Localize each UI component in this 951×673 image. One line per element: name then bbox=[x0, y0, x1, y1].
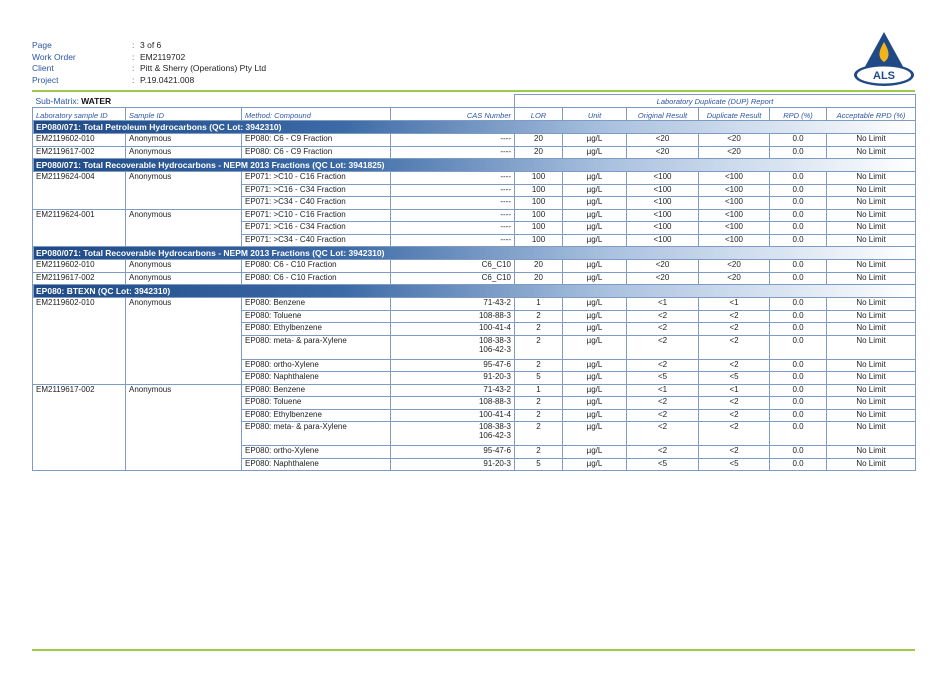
col-acceptable-rpd: Acceptable RPD (%) bbox=[827, 108, 916, 121]
acceptable-rpd: No Limit bbox=[827, 260, 916, 273]
rpd: 0.0 bbox=[770, 234, 827, 247]
duplicate-result: <2 bbox=[699, 359, 770, 372]
lor: 2 bbox=[515, 409, 563, 422]
method-compound: EP080: C6 - C9 Fraction bbox=[242, 146, 391, 159]
original-result: <20 bbox=[627, 134, 699, 147]
rpd: 0.0 bbox=[770, 197, 827, 210]
acceptable-rpd: No Limit bbox=[827, 146, 916, 159]
lor: 20 bbox=[515, 272, 563, 285]
rpd: 0.0 bbox=[770, 184, 827, 197]
col-method-compound: Method: Compound bbox=[242, 108, 391, 121]
original-result: <100 bbox=[627, 234, 699, 247]
method-compound: EP071: >C34 - C40 Fraction bbox=[242, 197, 391, 210]
lab-sample-id: EM2119617-002 bbox=[33, 146, 126, 159]
col-rpd: RPD (%) bbox=[770, 108, 827, 121]
acceptable-rpd: No Limit bbox=[827, 272, 916, 285]
cas-number: C6_C10 bbox=[391, 272, 515, 285]
cas-number: 95-47-6 bbox=[391, 446, 515, 459]
method-compound: EP071: >C10 - C16 Fraction bbox=[242, 172, 391, 185]
acceptable-rpd: No Limit bbox=[827, 310, 916, 323]
lab-sample-id: EM2119602-010 bbox=[33, 134, 126, 147]
cas-number: 108-38-3 106-42-3 bbox=[391, 422, 515, 446]
duplicate-result: <1 bbox=[699, 298, 770, 311]
original-result: <1 bbox=[627, 384, 699, 397]
acceptable-rpd: No Limit bbox=[827, 397, 916, 410]
cas-number: 100-41-4 bbox=[391, 409, 515, 422]
lor: 2 bbox=[515, 397, 563, 410]
acceptable-rpd: No Limit bbox=[827, 335, 916, 359]
lab-sample-id: EM2119624-004 bbox=[33, 172, 126, 210]
lor: 5 bbox=[515, 372, 563, 385]
als-logo bbox=[852, 28, 916, 88]
rpd: 0.0 bbox=[770, 323, 827, 336]
method-compound: EP080: C6 - C10 Fraction bbox=[242, 260, 391, 273]
lor: 20 bbox=[515, 260, 563, 273]
duplicate-result: <1 bbox=[699, 384, 770, 397]
unit: µg/L bbox=[563, 397, 627, 410]
lab-sample-id: EM2119617-002 bbox=[33, 272, 126, 285]
method-compound: EP080: Toluene bbox=[242, 397, 391, 410]
rpd: 0.0 bbox=[770, 458, 827, 471]
cas-number: ---- bbox=[391, 197, 515, 210]
unit: µg/L bbox=[563, 298, 627, 311]
original-result: <2 bbox=[627, 335, 699, 359]
lor: 100 bbox=[515, 234, 563, 247]
unit: µg/L bbox=[563, 184, 627, 197]
sample-id: Anonymous bbox=[126, 298, 242, 385]
method-compound: EP080: Naphthalene bbox=[242, 372, 391, 385]
report-header bbox=[32, 40, 266, 86]
col-original-result: Original Result bbox=[627, 108, 699, 121]
method-compound: EP080: C6 - C9 Fraction bbox=[242, 134, 391, 147]
cas-number: 108-38-3 106-42-3 bbox=[391, 335, 515, 359]
table-row bbox=[33, 260, 916, 273]
duplicate-result: <100 bbox=[699, 197, 770, 210]
lor: 100 bbox=[515, 172, 563, 185]
method-compound: EP080: Naphthalene bbox=[242, 458, 391, 471]
rpd: 0.0 bbox=[770, 298, 827, 311]
method-compound: EP071: >C16 - C34 Fraction bbox=[242, 184, 391, 197]
method-compound: EP080: C6 - C10 Fraction bbox=[242, 272, 391, 285]
lor: 100 bbox=[515, 209, 563, 222]
duplicate-result: <2 bbox=[699, 323, 770, 336]
original-result: <2 bbox=[627, 446, 699, 459]
unit: µg/L bbox=[563, 372, 627, 385]
rpd: 0.0 bbox=[770, 372, 827, 385]
rpd: 0.0 bbox=[770, 409, 827, 422]
original-result: <20 bbox=[627, 260, 699, 273]
rpd: 0.0 bbox=[770, 359, 827, 372]
cas-number: ---- bbox=[391, 146, 515, 159]
duplicate-result: <20 bbox=[699, 272, 770, 285]
sample-id: Anonymous bbox=[126, 146, 242, 159]
lor: 2 bbox=[515, 359, 563, 372]
lor: 20 bbox=[515, 146, 563, 159]
rpd: 0.0 bbox=[770, 146, 827, 159]
method-compound: EP080: Ethylbenzene bbox=[242, 409, 391, 422]
rpd: 0.0 bbox=[770, 397, 827, 410]
method-compound: EP080: ortho-Xylene bbox=[242, 359, 391, 372]
table-row bbox=[33, 134, 916, 147]
cas-number: 108-88-3 bbox=[391, 397, 515, 410]
method-compound: EP071: >C34 - C40 Fraction bbox=[242, 234, 391, 247]
duplicate-result: <100 bbox=[699, 209, 770, 222]
original-result: <20 bbox=[627, 272, 699, 285]
acceptable-rpd: No Limit bbox=[827, 409, 916, 422]
unit: µg/L bbox=[563, 209, 627, 222]
footer-divider bbox=[32, 649, 915, 651]
cas-number: C6_C10 bbox=[391, 260, 515, 273]
table-row bbox=[33, 298, 916, 311]
duplicate-result: <2 bbox=[699, 446, 770, 459]
sample-id: Anonymous bbox=[126, 384, 242, 471]
duplicate-result: <100 bbox=[699, 184, 770, 197]
lab-sample-id: EM2119602-010 bbox=[33, 298, 126, 385]
cas-number: 95-47-6 bbox=[391, 359, 515, 372]
lor: 100 bbox=[515, 184, 563, 197]
table-row bbox=[33, 209, 916, 222]
unit: µg/L bbox=[563, 310, 627, 323]
lab-sample-id: EM2119624-001 bbox=[33, 209, 126, 247]
acceptable-rpd: No Limit bbox=[827, 298, 916, 311]
acceptable-rpd: No Limit bbox=[827, 384, 916, 397]
cas-number: 71-43-2 bbox=[391, 298, 515, 311]
cas-number: ---- bbox=[391, 184, 515, 197]
table-row bbox=[33, 384, 916, 397]
lab-sample-id: EM2119602-010 bbox=[33, 260, 126, 273]
cas-number: 91-20-3 bbox=[391, 372, 515, 385]
header-row-project: Project : P.19.0421.008 bbox=[32, 74, 195, 85]
lor: 5 bbox=[515, 458, 563, 471]
lor: 2 bbox=[515, 323, 563, 336]
lor: 2 bbox=[515, 422, 563, 446]
method-compound: EP071: >C10 - C16 Fraction bbox=[242, 209, 391, 222]
sub-matrix: Sub-Matrix: WATER bbox=[35, 95, 112, 106]
header-row-page: Page : 3 of 6 bbox=[32, 40, 162, 50]
rpd: 0.0 bbox=[770, 222, 827, 235]
acceptable-rpd: No Limit bbox=[827, 184, 916, 197]
cas-number: ---- bbox=[391, 222, 515, 235]
original-result: <2 bbox=[627, 359, 699, 372]
original-result: <100 bbox=[627, 209, 699, 222]
rpd: 0.0 bbox=[770, 422, 827, 446]
unit: µg/L bbox=[563, 409, 627, 422]
unit: µg/L bbox=[563, 172, 627, 185]
acceptable-rpd: No Limit bbox=[827, 359, 916, 372]
lab-sample-id: EM2119617-002 bbox=[33, 384, 126, 471]
duplicate-result: <100 bbox=[699, 234, 770, 247]
duplicate-result: <2 bbox=[699, 335, 770, 359]
lor: 1 bbox=[515, 298, 563, 311]
rpd: 0.0 bbox=[770, 134, 827, 147]
unit: µg/L bbox=[563, 222, 627, 235]
duplicate-report-group-header: Laboratory Duplicate (DUP) Report bbox=[515, 95, 916, 108]
original-result: <2 bbox=[627, 397, 699, 410]
unit: µg/L bbox=[563, 422, 627, 446]
cas-number: 100-41-4 bbox=[391, 323, 515, 336]
original-result: <100 bbox=[627, 197, 699, 210]
duplicate-report-table bbox=[32, 94, 916, 471]
original-result: <1 bbox=[627, 298, 699, 311]
acceptable-rpd: No Limit bbox=[827, 197, 916, 210]
header-row-work-order: Work Order : EM2119702 bbox=[32, 51, 186, 62]
unit: µg/L bbox=[563, 197, 627, 210]
unit: µg/L bbox=[563, 384, 627, 397]
original-result: <2 bbox=[627, 409, 699, 422]
cas-number: ---- bbox=[391, 134, 515, 147]
section-header bbox=[33, 121, 916, 134]
rpd: 0.0 bbox=[770, 260, 827, 273]
original-result: <100 bbox=[627, 184, 699, 197]
acceptable-rpd: No Limit bbox=[827, 446, 916, 459]
section-title: EP080: BTEXN (QC Lot: 3942310) bbox=[33, 285, 916, 298]
col-lab-sample-id: Laboratory sample ID bbox=[33, 108, 126, 121]
acceptable-rpd: No Limit bbox=[827, 222, 916, 235]
table-row bbox=[33, 146, 916, 159]
method-compound: EP080: Benzene bbox=[242, 298, 391, 311]
rpd: 0.0 bbox=[770, 310, 827, 323]
original-result: <2 bbox=[627, 310, 699, 323]
original-result: <100 bbox=[627, 222, 699, 235]
duplicate-result: <2 bbox=[699, 310, 770, 323]
rpd: 0.0 bbox=[770, 335, 827, 359]
cas-number: ---- bbox=[391, 172, 515, 185]
rpd: 0.0 bbox=[770, 272, 827, 285]
method-compound: EP080: ortho-Xylene bbox=[242, 446, 391, 459]
original-result: <2 bbox=[627, 323, 699, 336]
lor: 100 bbox=[515, 197, 563, 210]
unit: µg/L bbox=[563, 458, 627, 471]
svg-text:ALS: ALS bbox=[873, 70, 895, 82]
col-unit: Unit bbox=[563, 108, 627, 121]
unit: µg/L bbox=[563, 323, 627, 336]
col-cas-number: CAS Number bbox=[391, 108, 515, 121]
unit: µg/L bbox=[563, 146, 627, 159]
acceptable-rpd: No Limit bbox=[827, 372, 916, 385]
duplicate-result: <20 bbox=[699, 134, 770, 147]
section-title: EP080/071: Total Petroleum Hydrocarbons (QC Lot: 3942310) bbox=[33, 121, 916, 134]
method-compound: EP080: Toluene bbox=[242, 310, 391, 323]
col-lor: LOR bbox=[515, 108, 563, 121]
sample-id: Anonymous bbox=[126, 209, 242, 247]
acceptable-rpd: No Limit bbox=[827, 323, 916, 336]
sample-id: Anonymous bbox=[126, 172, 242, 210]
col-duplicate-result: Duplicate Result bbox=[699, 108, 770, 121]
method-compound: EP071: >C16 - C34 Fraction bbox=[242, 222, 391, 235]
original-result: <20 bbox=[627, 146, 699, 159]
cas-number: ---- bbox=[391, 209, 515, 222]
rpd: 0.0 bbox=[770, 384, 827, 397]
duplicate-result: <5 bbox=[699, 458, 770, 471]
rpd: 0.0 bbox=[770, 172, 827, 185]
sample-id: Anonymous bbox=[126, 272, 242, 285]
duplicate-result: <20 bbox=[699, 146, 770, 159]
lor: 2 bbox=[515, 310, 563, 323]
section-header bbox=[33, 159, 916, 172]
duplicate-result: <100 bbox=[699, 222, 770, 235]
original-result: <5 bbox=[627, 372, 699, 385]
unit: µg/L bbox=[563, 272, 627, 285]
duplicate-result: <5 bbox=[699, 372, 770, 385]
unit: µg/L bbox=[563, 134, 627, 147]
method-compound: EP080: Ethylbenzene bbox=[242, 323, 391, 336]
lor: 20 bbox=[515, 134, 563, 147]
unit: µg/L bbox=[563, 335, 627, 359]
acceptable-rpd: No Limit bbox=[827, 134, 916, 147]
sample-id: Anonymous bbox=[126, 134, 242, 147]
table-row bbox=[33, 172, 916, 185]
method-compound: EP080: meta- & para-Xylene bbox=[242, 335, 391, 359]
unit: µg/L bbox=[563, 260, 627, 273]
section-title: EP080/071: Total Recoverable Hydrocarbons - NEPM 2013 Fractions (QC Lot: 3941825) bbox=[33, 159, 916, 172]
section-header bbox=[33, 247, 916, 260]
duplicate-result: <2 bbox=[699, 422, 770, 446]
acceptable-rpd: No Limit bbox=[827, 458, 916, 471]
col-sample-id: Sample ID bbox=[126, 108, 242, 121]
acceptable-rpd: No Limit bbox=[827, 172, 916, 185]
original-result: <5 bbox=[627, 458, 699, 471]
method-compound: EP080: meta- & para-Xylene bbox=[242, 422, 391, 446]
duplicate-result: <100 bbox=[699, 172, 770, 185]
section-header bbox=[33, 285, 916, 298]
unit: µg/L bbox=[563, 359, 627, 372]
table-row bbox=[33, 272, 916, 285]
unit: µg/L bbox=[563, 446, 627, 459]
acceptable-rpd: No Limit bbox=[827, 422, 916, 446]
original-result: <100 bbox=[627, 172, 699, 185]
duplicate-result: <2 bbox=[699, 409, 770, 422]
acceptable-rpd: No Limit bbox=[827, 234, 916, 247]
method-compound: EP080: Benzene bbox=[242, 384, 391, 397]
header-divider bbox=[32, 90, 915, 92]
unit: µg/L bbox=[563, 234, 627, 247]
cas-number: 91-20-3 bbox=[391, 458, 515, 471]
cas-number: ---- bbox=[391, 234, 515, 247]
cas-number: 108-88-3 bbox=[391, 310, 515, 323]
rpd: 0.0 bbox=[770, 209, 827, 222]
rpd: 0.0 bbox=[770, 446, 827, 459]
cas-number: 71-43-2 bbox=[391, 384, 515, 397]
acceptable-rpd: No Limit bbox=[827, 209, 916, 222]
lor: 100 bbox=[515, 222, 563, 235]
duplicate-result: <2 bbox=[699, 397, 770, 410]
section-title: EP080/071: Total Recoverable Hydrocarbons - NEPM 2013 Fractions (QC Lot: 3942310) bbox=[33, 247, 916, 260]
lor: 2 bbox=[515, 335, 563, 359]
lor: 2 bbox=[515, 446, 563, 459]
original-result: <2 bbox=[627, 422, 699, 446]
sample-id: Anonymous bbox=[126, 260, 242, 273]
lor: 1 bbox=[515, 384, 563, 397]
duplicate-result: <20 bbox=[699, 260, 770, 273]
header-row-client: Client : Pitt & Sherry (Operations) Pty Ltd bbox=[32, 63, 267, 73]
